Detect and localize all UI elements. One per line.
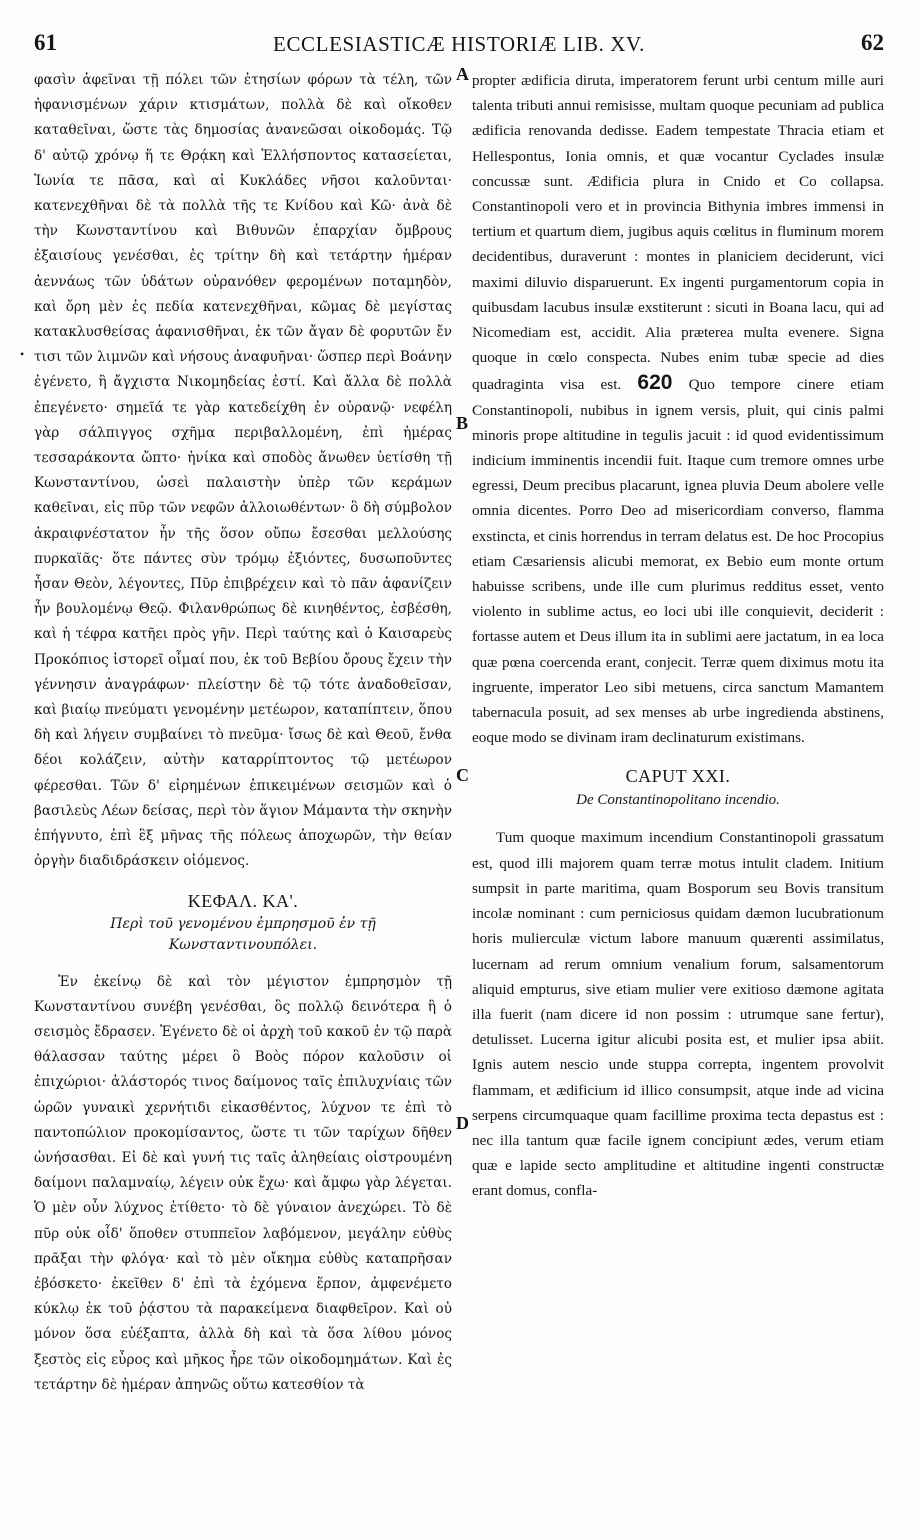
page-number-right: 62 [861,30,884,55]
greek-chapter-title: ΚΕΦΑΛ. ΚΑ'. [187,890,299,911]
running-header [34,30,884,64]
greek-column [34,68,452,1398]
latin-column [472,68,884,1204]
page-number-left: 61 [34,30,57,55]
latin-paragraph-2: Tum quoque maximum incendium Constantinopoli grassatum est, quod illi majorem quam terræ motus intulit cladem. Initium sumpsit in parte maritima, quam Bosporum seu Bovis transitum incolæ nominant : cum perniciosus quidam dæmon lucubrationum horis mulierculæ victum labore manuum quærenti assimilatus, lucernam ad rerum omnium venalium forum, salsamentorum aliquid empturus, sive etiam mulier vere exitioso dæmone agitata illa fuerit (nam dicere id non possim : utrumque sane fertur), detulisset. Lucerna igitur alicubi posita est, et mulier ipsa abiit. Ignis autem nescio unde stuppa correpta, ingentem provolvit flammam, et ædificium id illico consumpsit, atque inde ad vicina serpens circumquaque quam facillime proxima tecta depastus est : nec illa tantum quæ facile ignem concipiunt ædes, verum etiam quæ e lapide secto amplitudine et altitudine ingenti constructæ erant domus, confla- [472,829,884,1200]
margin-letter-c: C [456,765,469,785]
margin-letter-b: B [456,413,469,433]
running-title: ECCLESIASTICÆ HISTORIÆ LIB. XV. [273,32,645,56]
greek-paragraph-2: Ἐν ἐκείνῳ δὲ καὶ τὸν μέγιστον ἐμπρησμὸν τῇ Κωνσταντίνου συνέβη γενέσθαι, ὃς πολλῷ δεινότερα ἢ ὁ σεισμὸς ἔδρασεν. Ἐγένετο δὲ οἱ ἀρχὴ τοῦ κακοῦ ἐν τῷ παρὰ θάλασσαν ταύτης μέρει ὃ Βοὸς πόρον καλοῦσιν οἱ ἐπιχώριοι· ἀλάστορός τινος δαίμονος ταῖς ἐπιλυχνίαις τῶν ὡρῶν γυναικὶ χερνήτιδι εἰκασθέντος, λύχνον τε ἐπὶ τὸ παντοπώλιον προκομίσαντος, ὥστε τι τῶν ταρίχων δῆθεν ὠνήσασθαι. Εἰ δὲ καὶ γυνή τις ταῖς ἀληθείαις οἰστρουμένη δαίμονι παλαμναίῳ, λέγειν οὐκ ἔχω· καὶ ἄμφω γὰρ λέγεται. Ὁ μὲν οὖν λύχνος ἐτίθετο· τὸ δὲ γύναιον ἀνεχώρει. Τὸ δὲ πῦρ οὐκ οἶδ' ὅποθεν στυππεῖον λαβόμενον, μεγάλην εὐθὺς πρᾶξαι τὴν φλόγα· καὶ τὸ μὲν οἴκημα εὐθὺς καταπρῆσαν ἐβόσκετο· ἐκεῖθεν δ' ἐπὶ τὰ ἐχόμενα ἕρπον, ἀμφενέμετο κύκλῳ ἐκ τοῦ ῥᾴστου τὰ παρακείμενα διαφθεῖρον. Καὶ οὐ μόνον ὅσα εὐέξαπτα, ἀλλὰ δὴ καὶ τὰ ὅσα λίθου μόνος ξεστὸς εἰς εὖρος καὶ μῆκος ἦρε τῶν οἰκοδομημάτων. Καὶ ἐς τετάρτην δὲ ἡμέραν ἀπηνῶς οὕτω κατεσθίον τὰ [34,973,452,1393]
latin-paragraph-1b: Quo tempore cinere etiam Constantinopoli, nubibus in ignem versis, pluit, qui cinis palmi minoris prope altitudine in tegulis jacuit : id quod evidentissimum indicium imminentis incendii fuit. Itaque cum tremore omnes urbe egressi, Deum precibus placarunt, ignea pluvia Deum abolere velle omnia dicentes. Porro Deo ad misericordiam converso, flamma exstincta, et cinis horrendus in terram delatus est. De hoc Procopius etiam Cæsariensis alicubi memorat, ex Bebio eum monte ortum habuisse scribens, unde ille cum plurimus redditus esset, vento violento in sublime actus, eo loci ubi ille conquievit, deciderit : fortasse autem et Deus illum ita in sublimi aere jactatum, in ea loca quæ pœna coercenda erant, conjecit. Terræ quem diximus motu ita ingruente, imperator Leo sibi metuens, circa sanctum Mamantem tabernacula posuit, ad sex menses ab urbe ingredienda abstinens, eoque modo se divinam iram declinaturum existimans. [472,376,885,747]
greek-paragraph-1: φασὶν ἀφεῖναι τῇ πόλει τῶν ἐτησίων φόρων τὰ τέλη, τῶν ἠφανισμένων χάριν κτισμάτων, πολλὰ δὲ καὶ οἴκοθεν καταθεῖναι, ὥστε τὰς δημοσίας ἀνανεῶσαι οἰκοδομάς. Τῷ δ' αὐτῷ χρόνῳ ἥ τε Θρᾴκη καὶ Ἑλλήσποντος κατασείεται, Ἰωνία τε πᾶσα, καὶ αἱ Κυκλάδες νῆσοι καλοῦνται· κατενεχθῆναι δὲ τὰ πολλὰ τῆς τε Κνίδου καὶ Κῶ· ἀνὰ δὲ τὴν Κωνσταντίνου καὶ Βιθυνῶν ἐπαρχίαν ὄμβρους ἐξαισίους γενέσθαι, ἐς τρίτην δὴ καὶ τετάρτην ἡμέραν ἀεννάως τῶν ὑδάτων οὐρανόθεν φερομένων ποταμηδὸν, καὶ ὄρη μὲν ἐς πεδία κατενεχθῆναι, κῶμας δὲ μεγίστας κατακλυσθείσας ἀφανισθῆναι, ἐκ τῶν ἄγαν δὲ φορυτῶν ἔν τισι τῶν λιμνῶν καὶ νήσους ἀναφυῆναι· ὥσπερ περὶ Βοάνην ἐγένετο, ἣ ἄγχιστα Νικομηδείας ἐστί. Καὶ ἄλλα δὲ πολλὰ ἐπεγένετο· σημεῖά τε γὰρ κατεδείχθη ἐν οὐρανῷ· νεφέλη γὰρ σάλπιγγος σχῆμα περιβαλλομένη, ἐπὶ ἡμέρας τεσσαράκοντα ὤπτο· ἡνίκα καὶ σποδὸς ἄνωθεν ὑετίσθη τῇ Κωνσταντίνου, ὡσεὶ παλαιστὴν ὑπὲρ τῶν κεράμων καθεῖναι, εἰς πῦρ τῶν νεφῶν ἀλλοιωθέντων· ὃ δὴ σύμβολον ἀκραιφνέστατον ἦν τῆς ὅσον οὔπω ἔσεσθαι μελλούσης πυρκαϊᾶς· ὅτε πάντες σὺν τρόμῳ ἐξιόντες, δυσωποῦντες ἦσαν Θεὸν, λέγοντες, Πῦρ ἐπιβρέχειν καὶ τὸ πᾶν ἀφανίζειν ἦν βουλομένῳ Θεῷ. Φιλανθρώπως δὲ κινηθέντος, ἐσβέσθη, καὶ ἡ τέφρα κατῆει πρὸς γῆν. Περὶ ταύτης καὶ ὁ Καισαρεὺς Προκόπιος ἱστορεῖ οἶμαί που, ἐκ τοῦ Βεβίου ὄρους ἔχειν τὴν γέννησιν ἀναγράφων· πλείστην δὲ τῷ τότε ἀναδοθεῖσαν, καὶ βιαίῳ πνεύματι γενομένην μετέωρον, καταπίπτειν, ὅπου δὴ καὶ λήγειν συμβαίνει τὸ πνεῦμα· ἴσως δὲ καὶ Θεοῦ, ἔνθα δέοι κολάζειν, αὐτὴν καταρρίπτοντος τῷ μετέωρον φέρεσθαι. Τῶν δ' εἰρημένων ἐπικειμένων σεισμῶν καὶ ὁ βασιλεὺς Λέων δείσας, περὶ τὸν ἅγιον Μάμαντα τὴν σκηνὴν ἐπήγνυτο, ἐπὶ ἓξ μῆνας τῆς πόλεως ἀποχωρῶν, τὴν θείαν ὀργὴν διαδιδράσκειν οἰόμενος. [34,72,452,870]
latin-chapter-title: CAPUT XXI. [625,766,731,787]
greek-chapter-subtitle: Περὶ τοῦ γενομένου ἐμπρησμοῦ ἐν τῇ Κωνσταντινουπόλει. [110,915,376,953]
latin-chapter-subtitle: De Constantinopolitano incendio. [576,792,780,809]
margin-letter-d: D [456,1113,469,1133]
margin-dot: • [20,347,25,361]
margin-letter-a: A [456,64,469,84]
latin-paragraph-1 [472,68,884,750]
latin-paragraph-1a: propter ædificia diruta, imperatorem ferunt urbi centum mille auri talenta tributi annui remisisse, multam quoque pecuniam ad publica ædificia renovanda dedisse. Eadem tempestate Thracia etiam et Hellespontus, Ionia omnis, et quæ vocantur Cyclades insulæ concussæ sunt. Ædificia plura in Cnido et Co collapsa. Constantinopoli vero et in provincia Bithynia imbres immensi in tertium et quartum diem, jugibus aquis cœlitus in fluminum morem decidentibus, duraverunt : montes in planiciem deciderunt, vici maximi diluvio disparuerunt. Ex ingenti purgamentorum copia in quibusdam lacubus insulæ exstiterunt : sicuti in Boana lacu, qui ad Nicomediam est, accidit. Alia præterea multa evenere. Signa quoque in cœlo conspecta. Nubes enim tubæ specie ad dies quadraginta visa est. [472,72,884,394]
column-number: 620 [637,371,673,395]
